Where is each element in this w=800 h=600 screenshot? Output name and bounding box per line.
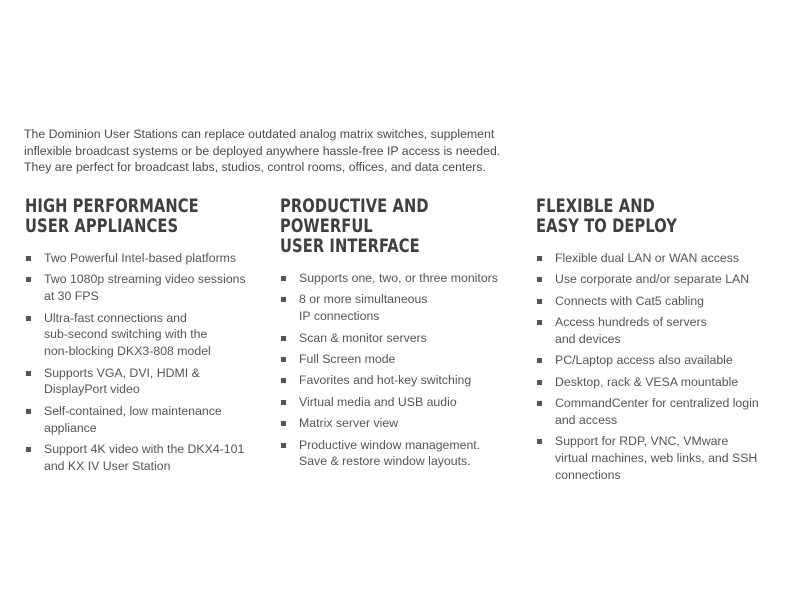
square-bullet-icon (281, 276, 286, 281)
square-bullet-icon (26, 316, 31, 321)
feature-list-item (536, 352, 786, 369)
feature-text: Connects with Cat5 cabling (555, 293, 705, 308)
feature-list-item (25, 271, 265, 305)
heading-line: EASY TO DEPLOY (536, 215, 677, 237)
feature-list-item (25, 310, 265, 360)
intro-paragraph (24, 126, 524, 176)
feature-text: Access hundreds of servers and devices (555, 315, 707, 346)
square-bullet-icon (281, 357, 286, 362)
square-bullet-icon (26, 447, 31, 452)
feature-list-item (280, 291, 520, 325)
feature-list-item (280, 270, 520, 287)
feature-list (25, 250, 265, 475)
feature-text: CommandCenter for centralized login and access (555, 396, 759, 427)
square-bullet-icon (537, 277, 542, 282)
intro-line: inflexible broadcast systems or be deployed anywhere hassle-free IP access is needed. (24, 143, 501, 158)
feature-text: Supports one, two, or three monitors (299, 271, 498, 285)
column-heading (280, 196, 486, 256)
feature-text: Matrix server view (299, 416, 399, 431)
square-bullet-icon (537, 401, 542, 406)
heading-line: PRODUCTIVE AND POWERFUL (280, 195, 429, 237)
feature-list-item (536, 250, 786, 267)
heading-line: USER APPLIANCES (25, 215, 179, 237)
square-bullet-icon (537, 380, 542, 385)
square-bullet-icon (281, 336, 286, 341)
square-bullet-icon (281, 400, 286, 405)
square-bullet-icon (537, 439, 542, 444)
feature-text: Desktop, rack & VESA mountable (555, 374, 739, 389)
feature-list-item (280, 351, 520, 368)
feature-list-item (536, 293, 786, 310)
feature-list (536, 250, 786, 484)
feature-list-item (536, 374, 786, 391)
feature-list-item (280, 372, 520, 389)
feature-list-item (25, 403, 265, 437)
square-bullet-icon (281, 378, 286, 383)
feature-text: Scan & monitor servers (299, 330, 427, 345)
feature-list-item (280, 415, 520, 432)
square-bullet-icon (281, 443, 286, 448)
feature-list-item (280, 437, 520, 471)
square-bullet-icon (537, 358, 542, 363)
square-bullet-icon (281, 297, 286, 302)
feature-text: Productive window management. Save & restore window layouts. (299, 437, 481, 469)
heading-line: HIGH PERFORMANCE (25, 195, 199, 217)
column-high-performance (25, 196, 265, 479)
column-productive-powerful (280, 196, 520, 475)
feature-text: Ultra-fast connections and sub-second switching with the non-blocking DKX3-808 model (44, 310, 211, 359)
feature-list-item (280, 394, 520, 411)
feature-text: 8 or more simultaneous IP connections (299, 292, 428, 324)
feature-text: PC/Laptop access also available (555, 353, 733, 368)
feature-text: Two Powerful Intel-based platforms (44, 251, 237, 265)
feature-list-item (536, 314, 786, 348)
square-bullet-icon (537, 320, 542, 325)
feature-text: Virtual media and USB audio (299, 394, 457, 409)
square-bullet-icon (281, 421, 286, 426)
feature-list-item (536, 433, 786, 483)
column-flexible-deploy (536, 196, 786, 488)
feature-list-item (25, 250, 265, 267)
square-bullet-icon (26, 256, 31, 261)
feature-text: Self-contained, low maintenance appliance (44, 403, 222, 435)
feature-list-item (536, 271, 786, 288)
square-bullet-icon (537, 256, 542, 261)
feature-list-item (25, 441, 265, 475)
feature-text: Support for RDP, VNC, VMware virtual machines, web links, and SSH connections (555, 434, 758, 482)
feature-text: Supports VGA, DVI, HDMI & DisplayPort video (44, 365, 200, 397)
feature-text: Flexible dual LAN or WAN access (555, 251, 740, 265)
square-bullet-icon (26, 277, 31, 282)
feature-text: Full Screen mode (299, 351, 396, 366)
feature-list-item (25, 365, 265, 399)
square-bullet-icon (537, 299, 542, 304)
feature-text: Two 1080p streaming video sessions at 30 FPS (44, 272, 246, 304)
intro-line: They are perfect for broadcast labs, studios, control rooms, offices, and data centers. (24, 160, 486, 174)
feature-text: Support 4K video with the DKX4-101 and KX IV User Station (44, 441, 245, 473)
feature-list-item (536, 395, 786, 429)
heading-line: FLEXIBLE AND (536, 195, 655, 217)
column-heading (536, 196, 751, 236)
column-heading (25, 196, 231, 236)
square-bullet-icon (26, 409, 31, 414)
feature-text: Favorites and hot-key switching (299, 373, 472, 388)
square-bullet-icon (26, 371, 31, 376)
heading-line: USER INTERFACE (280, 235, 420, 257)
feature-list-item (280, 330, 520, 347)
feature-list (280, 270, 520, 470)
intro-line: The Dominion User Stations can replace outdated analog matrix switches, supplement (24, 127, 495, 141)
feature-text: Use corporate and/or separate LAN (555, 272, 750, 287)
